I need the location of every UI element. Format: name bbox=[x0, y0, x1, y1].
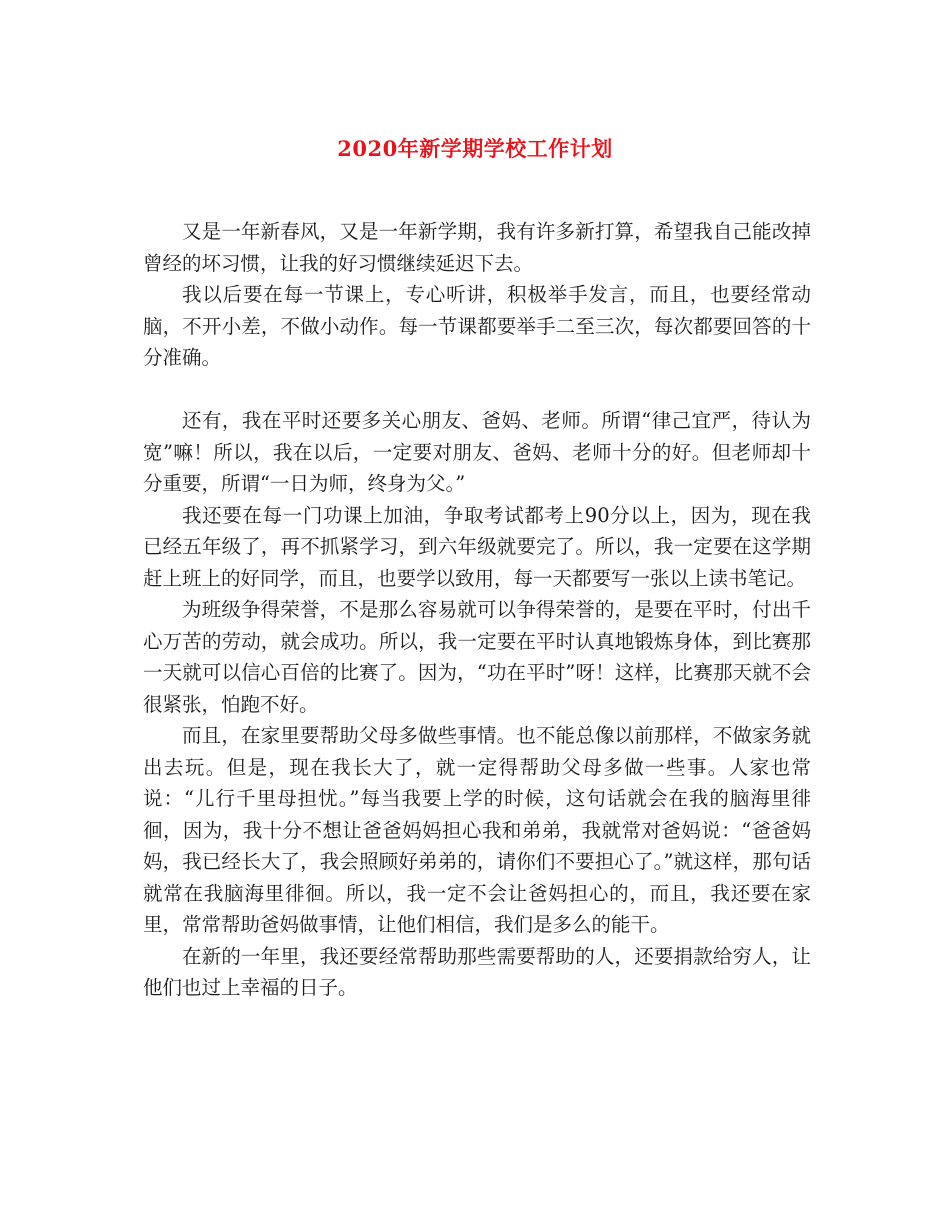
document-title: 2020年新学期学校工作计划 bbox=[337, 136, 613, 161]
paragraph-spacer bbox=[143, 374, 811, 406]
paragraph-2: 我以后要在每一节课上，专心听讲，积极举手发言，而且，也要经常动脑，不开小差，不做小动作。每一节课都要举手二至三次，每次都要回答的十分准确。 bbox=[143, 283, 811, 369]
paragraph-7: 在新的一年里，我还要经常帮助那些需要帮助的人，还要捐款给穷人，让他们也过上幸福的日子。 bbox=[143, 944, 811, 999]
paragraph-1: 又是一年新春风，又是一年新学期，我有许多新打算，希望我自己能改掉曾经的坏习惯，让我的好习惯继续延迟下去。 bbox=[143, 220, 811, 275]
paragraph-6: 而且，在家里要帮助父母多做些事情。也不能总像以前那样，不做家务就出去玩。但是，现在我长大了，就一定得帮助父母多做一些事。人家也常说：“儿行千里母担忧。”每当我要上学的时候，这句话就会在我的脑海里徘徊，因为，我十分不想让爸爸妈妈担心我和弟弟，我就常对爸妈说：“爸爸妈妈，我已经长大了，我会照顾好弟弟的，请你们不要担心了。”就这样，那句话就常在我脑海里徘徊。所以，我一定不会让爸妈担心的，而且，我还要在家里，常常帮助爸妈做事情，让他们相信，我们是多么的能干。 bbox=[143, 724, 811, 936]
document-body bbox=[143, 216, 811, 1004]
paragraph-3: 还有，我在平时还要多关心朋友、爸妈、老师。所谓“律己宜严，待认为宽”嘛！所以，我在以后，一定要对朋友、爸妈、老师十分的好。但老师却十分重要，所谓“一日为师，终身为父。” bbox=[143, 409, 811, 495]
paragraph-5: 为班级争得荣誉，不是那么容易就可以争得荣誉的，是要在平时，付出千心万苦的劳动，就会成功。所以，我一定要在平时认真地锻炼身体，到比赛那一天就可以信心百倍的比赛了。因为，“功在平时”呀！这样，比赛那天就不会很紧张，怕跑不好。 bbox=[143, 598, 811, 716]
paragraph-4: 我还要在每一门功课上加油，争取考试都考上90分以上，因为，现在我已经五年级了，再不抓紧学习，到六年级就要完了。所以，我一定要在这学期赶上班上的好同学，而且，也要学以致用，每一天都要写一张以上读书笔记。 bbox=[143, 503, 811, 590]
